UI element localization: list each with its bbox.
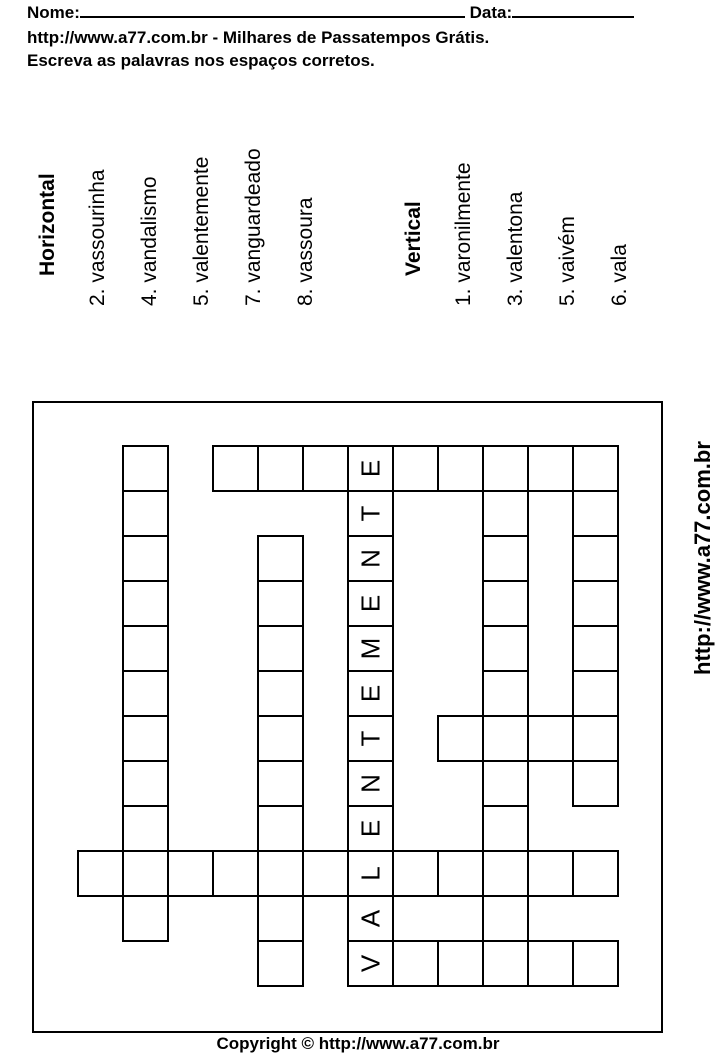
date-label: Data: (469, 3, 513, 22)
grid-cell[interactable] (573, 671, 618, 716)
grid-cell[interactable] (483, 491, 528, 536)
grid-cell[interactable] (438, 446, 483, 491)
grid-cell[interactable] (483, 761, 528, 806)
grid-cell[interactable] (303, 851, 348, 896)
grid-letter: A (355, 909, 386, 928)
grid-cell[interactable] (573, 626, 618, 671)
grid-cell[interactable] (123, 626, 168, 671)
grid-cell[interactable] (528, 716, 573, 761)
grid-cell[interactable] (213, 851, 258, 896)
grid-cell[interactable] (573, 446, 618, 491)
grid-letter: E (355, 459, 386, 478)
grid-cell[interactable] (258, 536, 303, 581)
grid-letter: T (355, 730, 386, 747)
instruction-line: Escreva as palavras nos espaços corretos. (27, 51, 375, 70)
site-line: http://www.a77.com.br - Milhares de Passatempos Grátis. (27, 28, 490, 47)
clue-h-5: 5. valentemente (190, 156, 213, 306)
grid-cell[interactable] (123, 851, 168, 896)
grid-cell[interactable] (528, 446, 573, 491)
clue-v-6: 6. vala (608, 244, 631, 306)
grid-cell[interactable] (213, 446, 258, 491)
grid-cell[interactable] (258, 671, 303, 716)
grid-cell[interactable] (258, 851, 303, 896)
grid-letter: L (355, 866, 386, 881)
grid-cell[interactable] (123, 806, 168, 851)
grid-cell[interactable] (393, 446, 438, 491)
grid-letter: N (355, 774, 386, 793)
grid-cell[interactable] (483, 536, 528, 581)
grid-cell[interactable] (258, 761, 303, 806)
clue-h-2: 2. vassourinha (86, 169, 109, 306)
side-url: http://www.a77.com.br (690, 441, 715, 675)
horizontal-title: Horizontal (36, 173, 59, 276)
grid-cell[interactable] (258, 446, 303, 491)
grid-cell[interactable] (258, 896, 303, 941)
clue-h-4: 4. vandalismo (138, 176, 161, 306)
grid-cell[interactable] (438, 941, 483, 986)
grid-cell[interactable] (123, 581, 168, 626)
grid-cell[interactable] (573, 716, 618, 761)
clue-v-3: 3. valentona (504, 191, 527, 306)
grid-cell[interactable] (573, 761, 618, 806)
grid-cell[interactable] (123, 761, 168, 806)
grid-letter: E (355, 819, 386, 838)
grid-cell[interactable] (483, 896, 528, 941)
grid-cell[interactable] (528, 941, 573, 986)
clue-h-7: 7. vanguardeado (242, 148, 265, 306)
grid-cell[interactable] (573, 581, 618, 626)
grid-cell[interactable] (573, 941, 618, 986)
grid-cell[interactable] (258, 806, 303, 851)
grid-cell[interactable] (258, 581, 303, 626)
grid-cell[interactable] (123, 491, 168, 536)
grid-cell[interactable] (483, 626, 528, 671)
grid-cell[interactable] (483, 941, 528, 986)
grid-letter: N (355, 549, 386, 568)
grid-cell[interactable] (123, 716, 168, 761)
copyright: Copyright © http://www.a77.com.br (216, 1034, 500, 1053)
grid-letter: T (355, 505, 386, 522)
grid-cell[interactable] (483, 851, 528, 896)
grid-cell[interactable] (573, 851, 618, 896)
grid-cell[interactable] (573, 536, 618, 581)
grid-cell[interactable] (483, 806, 528, 851)
clue-v-1: 1. varonilmente (452, 162, 475, 306)
grid-cell[interactable] (168, 851, 213, 896)
grid-letter: V (355, 954, 386, 973)
grid-cell[interactable] (123, 671, 168, 716)
grid-cell[interactable] (438, 716, 483, 761)
grid-cell[interactable] (123, 896, 168, 941)
grid-letter: E (355, 594, 386, 613)
grid-cell[interactable] (483, 581, 528, 626)
grid-cell[interactable] (258, 941, 303, 986)
grid-cell[interactable] (483, 446, 528, 491)
grid-cell[interactable] (573, 491, 618, 536)
grid-cell[interactable] (438, 851, 483, 896)
clue-h-8: 8. vassoura (294, 197, 317, 306)
grid-cell[interactable] (123, 446, 168, 491)
grid-cell[interactable] (78, 851, 123, 896)
grid-cell[interactable] (483, 671, 528, 716)
grid-cell[interactable] (258, 626, 303, 671)
grid-letter: M (355, 637, 386, 660)
grid-cell[interactable] (393, 851, 438, 896)
grid-cell[interactable] (528, 851, 573, 896)
grid-cell[interactable] (303, 446, 348, 491)
name-label: Nome: (27, 3, 80, 22)
clue-v-5: 5. vaivém (556, 216, 579, 306)
grid-letter: E (355, 684, 386, 703)
grid-cell[interactable] (483, 716, 528, 761)
grid-cell[interactable] (123, 536, 168, 581)
grid-cell[interactable] (258, 716, 303, 761)
grid-cell[interactable] (393, 941, 438, 986)
vertical-title: Vertical (402, 201, 425, 276)
